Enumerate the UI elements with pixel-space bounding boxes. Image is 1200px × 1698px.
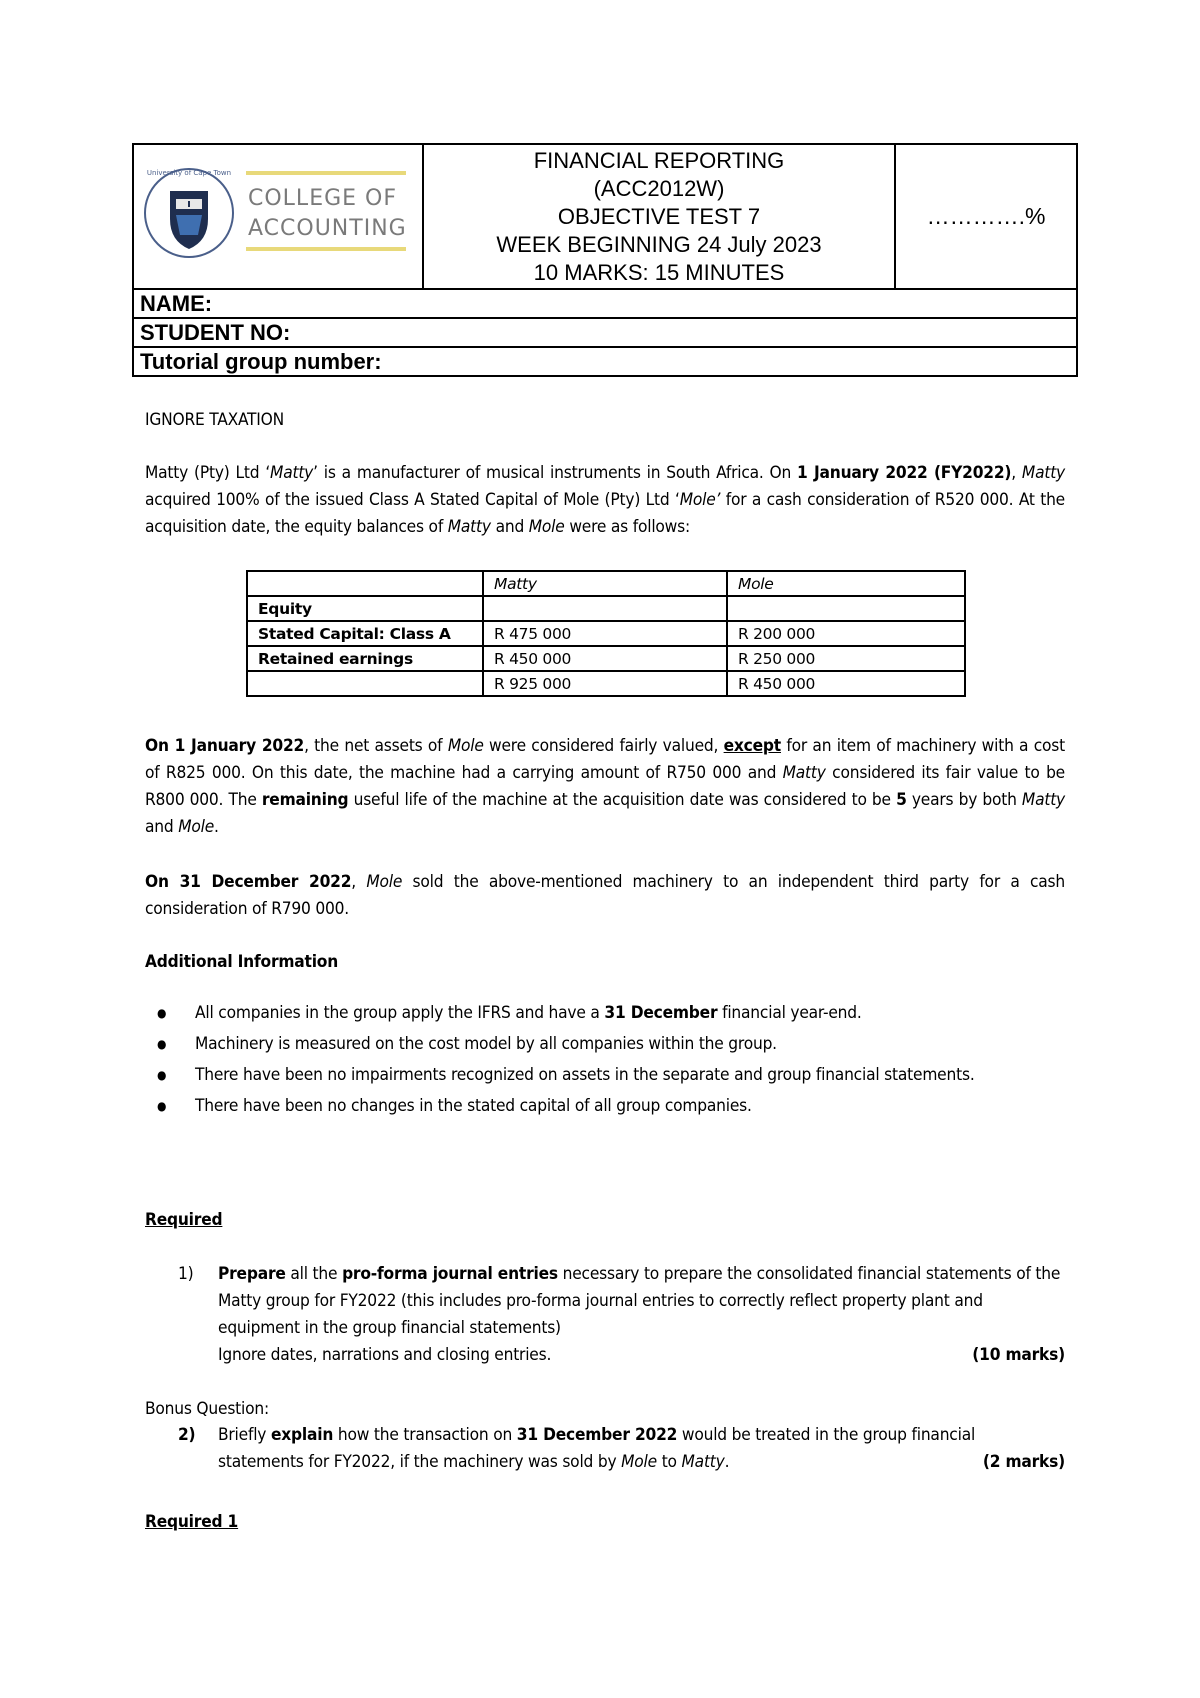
- table-header-row: [247, 571, 965, 596]
- question-number: 1): [178, 1264, 194, 1284]
- title-line: FINANCIAL REPORTING: [533, 147, 785, 173]
- ignore-taxation: IGNORE TAXATION: [145, 410, 284, 430]
- table-cell: R 450 000: [727, 671, 965, 696]
- table-row: [247, 646, 965, 671]
- list-item: ● All companies in the group apply the IFRS and have a 31 December financial year-end.: [145, 998, 1065, 1029]
- table-cell: Equity: [247, 596, 483, 621]
- table-row: [247, 621, 965, 646]
- table-cell: [247, 571, 483, 596]
- name-field[interactable]: NAME:: [133, 289, 1077, 318]
- tutorial-group-field[interactable]: Tutorial group number:: [133, 347, 1077, 376]
- sale-paragraph: On 31 December 2022, Mole sold the above-mentioned machinery to an independent third party for a cash consideration of R790 000.: [145, 872, 1065, 919]
- marks-label: (2 marks): [982, 1452, 1065, 1472]
- table-cell: [483, 596, 727, 621]
- table-cell: R 200 000: [727, 621, 965, 646]
- intro-paragraph: Matty (Pty) Ltd ‘Matty’ is a manufacturer of musical instruments in South Africa. On 1 January 2022 (FY2022), Matty acquired 100% of the issued Class A Stated Capital of Mole (Pty) Ltd ‘Mole’ for a cash consideration of R520 000. At the acquisition date, the equity balances of Matty and Mole were as follows:: [145, 463, 1066, 537]
- title-line: OBJECTIVE TEST 7: [557, 203, 761, 229]
- additional-info-list: [145, 998, 1065, 1122]
- question-number: 2): [178, 1425, 196, 1445]
- header-table: [132, 143, 1078, 377]
- list-item: ● There have been no changes in the stated capital of all group companies.: [145, 1091, 1065, 1122]
- bonus-heading: Bonus Question:: [145, 1399, 270, 1419]
- table-header-matty: Matty: [483, 571, 727, 596]
- title-line: (ACC2012W): [593, 175, 725, 201]
- title-line: 10 MARKS: 15 MINUTES: [533, 259, 785, 285]
- equity-table: [246, 570, 966, 697]
- question-1: 1) Prepare all the pro-forma journal entries necessary to prepare the consolidated financial statements of the Matty group for FY2022 (this includes pro-forma journal entries to correctly reflect property plant and equipment in the group financial statements) Ignore dates, narrations and closing entries. (10 marks): [145, 1261, 1065, 1369]
- logo-text-line1: COLLEGE OF: [248, 186, 398, 211]
- required-1-heading: Required 1: [145, 1512, 239, 1532]
- table-cell: R 450 000: [483, 646, 727, 671]
- list-item: ● There have been no impairments recognized on assets in the separate and group financial statements.: [145, 1060, 1065, 1091]
- table-row: [247, 596, 965, 621]
- logo-text-line2: ACCOUNTING: [248, 216, 407, 241]
- uct-logo: [134, 145, 420, 283]
- table-header-mole: Mole: [727, 571, 965, 596]
- marks-label: (10 marks): [972, 1345, 1065, 1365]
- table-cell: R 925 000: [483, 671, 727, 696]
- title-line: WEEK BEGINNING 24 July 2023: [496, 231, 822, 257]
- additional-info-heading: Additional Information: [145, 952, 339, 972]
- table-cell: [727, 596, 965, 621]
- logo-cell: [133, 144, 423, 289]
- table-cell: Stated Capital: Class A: [247, 621, 483, 646]
- table-cell: Retained earnings: [247, 646, 483, 671]
- table-cell: R 475 000: [483, 621, 727, 646]
- title-cell: [423, 144, 895, 289]
- list-item: ● Machinery is measured on the cost model by all companies within the group.: [145, 1029, 1065, 1060]
- student-number-field[interactable]: STUDENT NO:: [133, 318, 1077, 347]
- machinery-paragraph: On 1 January 2022, the net assets of Mole were considered fairly valued, except for an item of machinery with a cost of R825 000. On this date, the machine had a carrying amount of R750 000 and Matty considered its fair value to be R800 000. The remaining useful life of the machine at the acquisition date was considered to be 5 years by both Matty and Mole.: [145, 736, 1066, 837]
- required-heading: Required: [145, 1210, 223, 1230]
- question-2: 2) Briefly explain how the transaction on 31 December 2022 would be treated in the group financial statements for FY2022, if the machinery was sold by Mole to Matty. (2 marks): [145, 1422, 1065, 1476]
- crest-motto: University of Cape Town: [146, 169, 232, 177]
- table-row: [247, 671, 965, 696]
- table-cell: R 250 000: [727, 646, 965, 671]
- percentage-field[interactable]: ………….%: [895, 144, 1077, 289]
- table-cell: [247, 671, 483, 696]
